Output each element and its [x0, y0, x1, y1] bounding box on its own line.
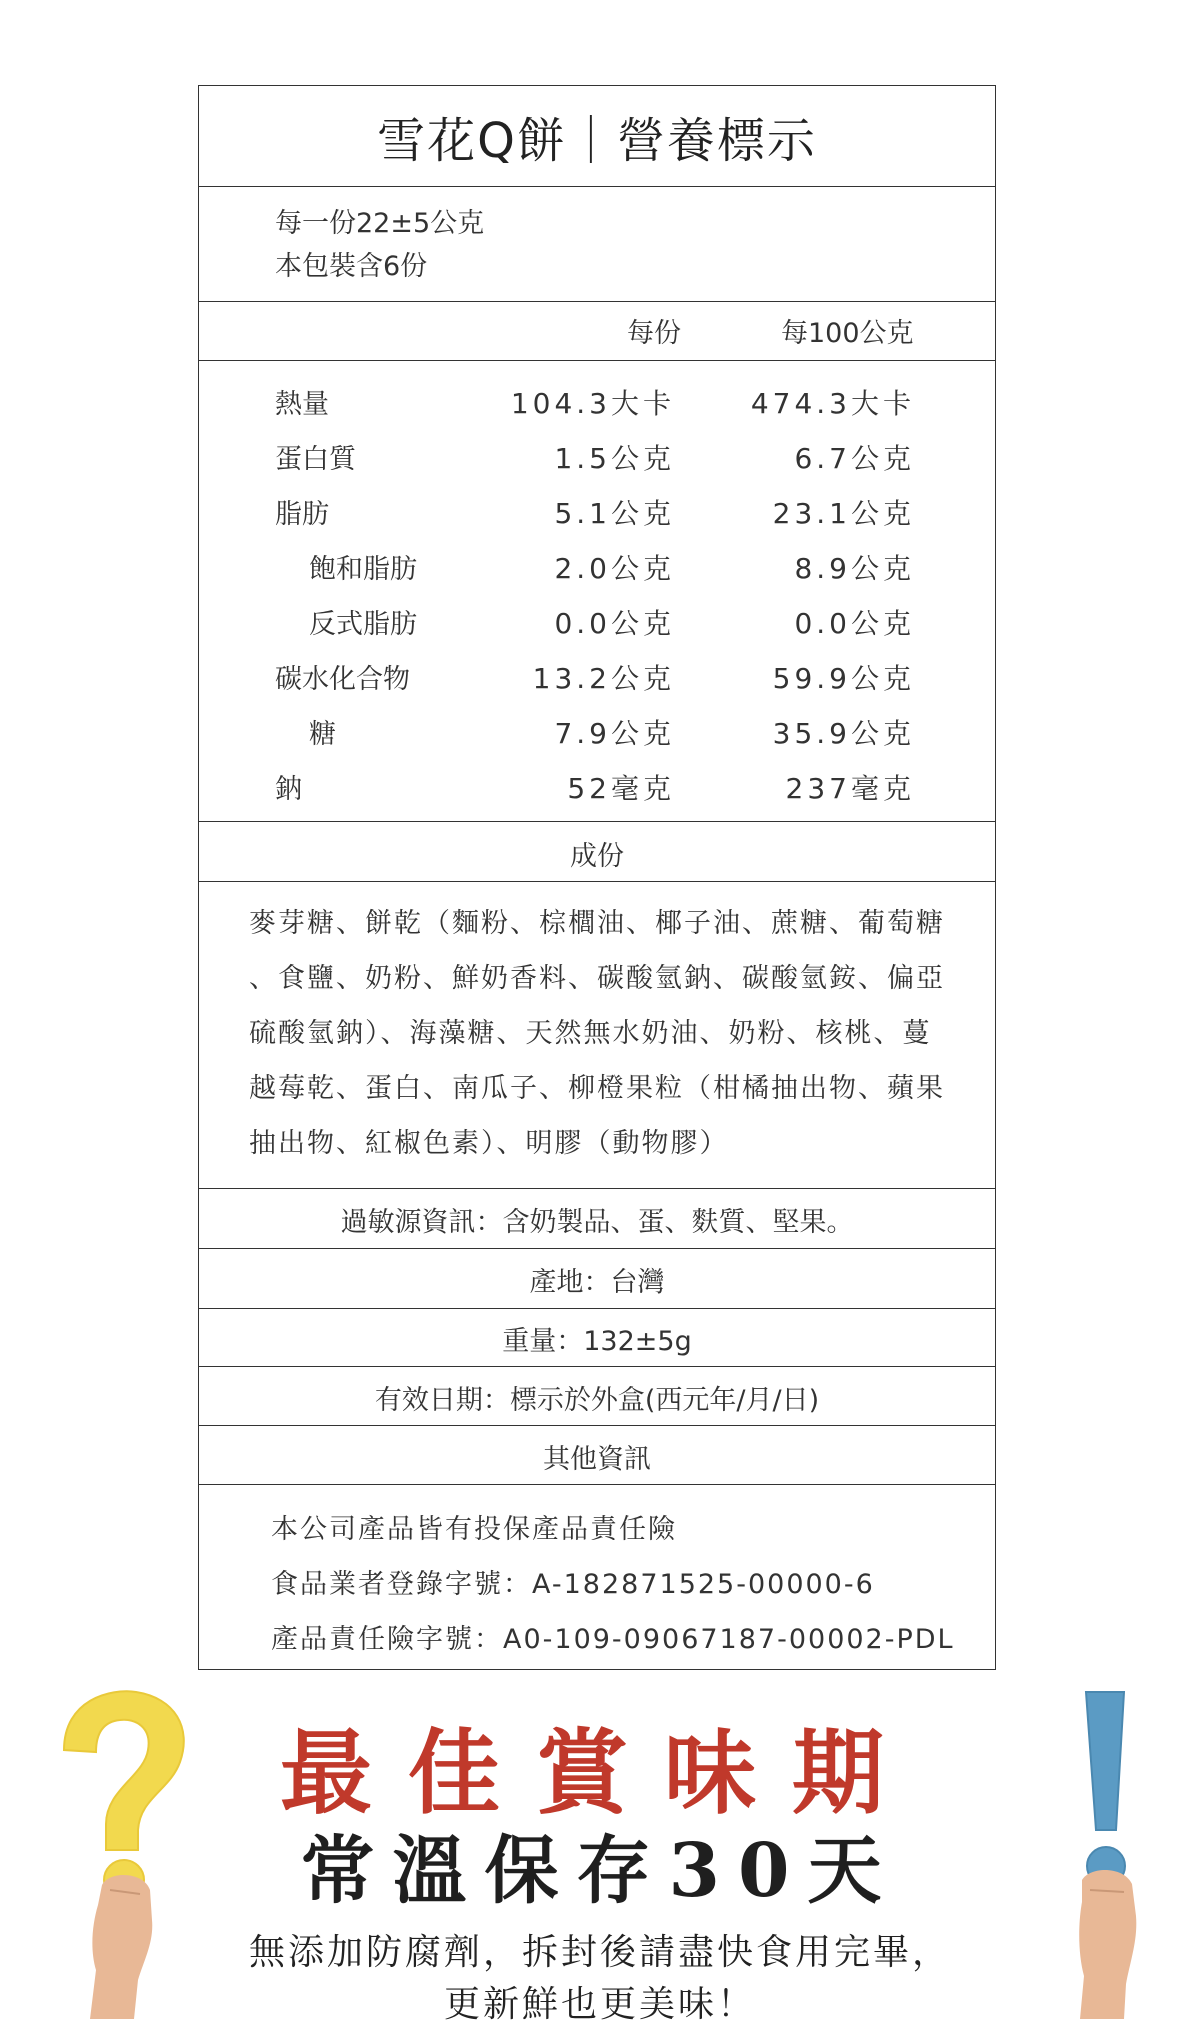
serving-size: 每一份22±5公克	[275, 208, 485, 239]
ingredients-line: 麥芽糖、餅乾（麵粉、棕櫚油、椰子油、蔗糖、葡萄糖	[249, 908, 945, 939]
nutrient-name: 碳水化合物	[275, 664, 410, 695]
nutrient-value-per-serving: 1.5公克	[554, 442, 675, 475]
nutrient-name: 反式脂肪	[309, 609, 417, 640]
divider	[199, 881, 995, 882]
nutrient-value-per-100g: 8.9公克	[794, 552, 915, 585]
allergen-info: 過敏源資訊：含奶製品、蛋、麩質、堅果。	[340, 1207, 854, 1238]
nutrient-name: 飽和脂肪	[309, 554, 417, 585]
liability-policy-number: 產品責任險字號：A0-109-09067187-00002-PDL	[271, 1624, 955, 1655]
divider	[199, 1425, 995, 1426]
ingredients-line: 越莓乾、蛋白、南瓜子、柳橙果粒（柑橘抽出物、蘋果	[249, 1073, 945, 1104]
liability-statement: 本公司產品皆有投保產品責任險	[271, 1514, 677, 1545]
divider	[199, 1366, 995, 1367]
ingredients-line: 抽出物、紅椒色素）、明膠（動物膠）	[249, 1128, 729, 1159]
ingredients-line: 、食鹽、奶粉、鮮奶香料、碳酸氫鈉、碳酸氫銨、偏亞	[249, 963, 945, 994]
nutrient-value-per-100g: 237毫克	[785, 772, 915, 805]
nutrient-value-per-100g: 35.9公克	[772, 717, 915, 750]
divider	[199, 360, 995, 361]
divider	[199, 1308, 995, 1309]
nutrient-value-per-serving: 7.9公克	[554, 717, 675, 750]
weight-info: 重量：132±5g	[502, 1326, 692, 1357]
nutrient-value-per-100g: 474.3大卡	[750, 387, 915, 420]
divider	[199, 1248, 995, 1249]
nutrient-value-per-serving: 13.2公克	[532, 662, 675, 695]
servings-per-pack: 本包裝含6份	[275, 251, 428, 282]
nutrient-name: 蛋白質	[275, 444, 356, 475]
col-header-per-100g: 每100公克	[781, 318, 914, 349]
nutrient-value-per-100g: 59.9公克	[772, 662, 915, 695]
nutrient-name: 糖	[309, 719, 336, 750]
storage-heading: 常溫保存30天	[300, 1828, 900, 1914]
nutrient-value-per-100g: 0.0公克	[794, 607, 915, 640]
divider	[199, 1188, 995, 1189]
divider	[199, 821, 995, 822]
nutrient-value-per-serving: 52毫克	[567, 772, 675, 805]
ingredients-title: 成份	[570, 841, 624, 872]
freshness-note: 更新鮮也更美味！	[443, 1984, 756, 2025]
nutrient-value-per-serving: 104.3大卡	[510, 387, 675, 420]
divider	[199, 186, 995, 187]
nutrition-label	[198, 85, 996, 1670]
nutrient-name: 鈉	[275, 774, 302, 805]
nutrient-value-per-100g: 23.1公克	[772, 497, 915, 530]
nutrient-value-per-100g: 6.7公克	[794, 442, 915, 475]
nutrient-value-per-serving: 5.1公克	[554, 497, 675, 530]
nutrient-name: 熱量	[275, 389, 329, 420]
divider	[199, 301, 995, 302]
col-header-per-serving: 每份	[627, 318, 681, 349]
ingredients-line: 硫酸氫鈉）、海藻糖、天然無水奶油、奶粉、核桃、蔓	[249, 1018, 932, 1049]
no-preservative-note: 無添加防腐劑，拆封後請盡快食用完畢，	[248, 1932, 951, 1973]
best-before-heading: 最佳賞味期	[279, 1719, 920, 1827]
other-info-title: 其他資訊	[543, 1444, 651, 1475]
origin-info: 產地：台灣	[529, 1267, 665, 1298]
divider	[199, 1484, 995, 1485]
nutrient-value-per-serving: 0.0公克	[554, 607, 675, 640]
label-title: 雪花Q餅｜營養標示	[377, 112, 817, 169]
food-business-registration: 食品業者登錄字號：A-182871525-00000-6	[271, 1569, 875, 1600]
nutrient-value-per-serving: 2.0公克	[554, 552, 675, 585]
nutrient-name: 脂肪	[275, 499, 329, 530]
expiry-info: 有效日期：標示於外盒(西元年/月/日)	[374, 1385, 820, 1416]
